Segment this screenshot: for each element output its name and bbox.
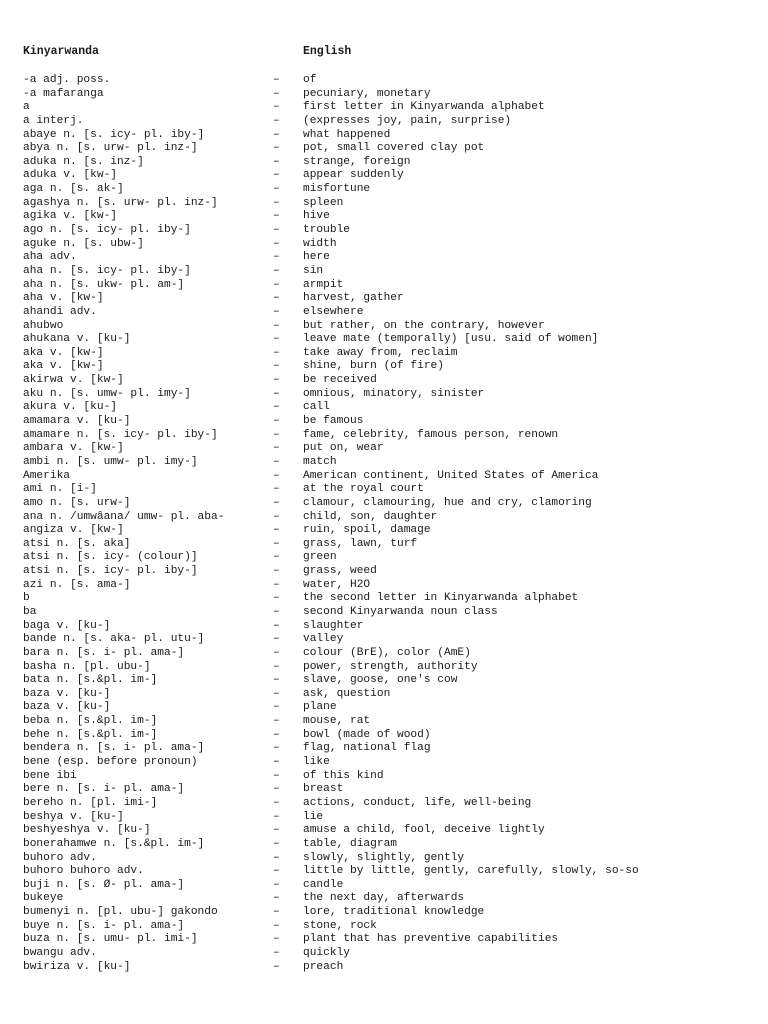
dictionary-entry (0, 415, 768, 429)
entry-term: buji n. [s. Ø- pl. ama-] (23, 878, 185, 891)
dictionary-entry (0, 115, 768, 129)
entry-term: amamara v. [ku-] (23, 415, 131, 428)
entry-term: amamare n. [s. icy- pl. iby-] (23, 428, 218, 441)
entry-separator: – (273, 510, 280, 523)
entry-separator: – (273, 469, 280, 482)
entry-definition: quickly (303, 947, 350, 959)
entry-term: ambara v. [kw-] (23, 442, 124, 455)
dictionary-entry (0, 852, 768, 866)
entry-term: beba n. [s.&pl. im-] (23, 715, 158, 728)
entry-separator: – (273, 878, 280, 891)
entry-term: bande n. [s. aka- pl. utu-] (23, 633, 205, 646)
dictionary-entry (0, 497, 768, 511)
entry-term: bonerahamwe n. [s.&pl. im-] (23, 837, 205, 850)
entry-term: a interj. (23, 114, 84, 127)
dictionary-entry (0, 374, 768, 388)
entry-definition: at the royal court (303, 483, 424, 496)
dictionary-entry (0, 892, 768, 906)
entry-separator: – (273, 305, 280, 318)
entry-term: buhoro adv. (23, 851, 97, 864)
entry-separator: – (273, 810, 280, 823)
dictionary-entry (0, 292, 768, 306)
entry-definition: call (303, 401, 330, 414)
entry-term: azi n. [s. ama-] (23, 578, 131, 591)
entry-term: abya n. [s. urw- pl. inz-] (23, 142, 198, 155)
entry-definition: appear suddenly (303, 169, 404, 182)
entry-definition: amuse a child, fool, deceive lightly (303, 824, 545, 837)
entry-separator: – (273, 442, 280, 455)
entry-term: baga v. [ku-] (23, 619, 111, 632)
entry-separator: – (273, 783, 280, 796)
kinyarwanda-column-header: Kinyarwanda (23, 45, 99, 58)
dictionary-entry (0, 633, 768, 647)
entry-separator: – (273, 933, 280, 946)
entry-definition: pecuniary, monetary (303, 87, 431, 100)
entry-term: ahubwo (23, 319, 64, 332)
dictionary-entry (0, 565, 768, 579)
entry-separator: – (273, 142, 280, 155)
dictionary-entry (0, 429, 768, 443)
dictionary-entry (0, 797, 768, 811)
dictionary-entry (0, 592, 768, 606)
entry-term: bereho n. [pl. imi-] (23, 796, 158, 809)
dictionary-entry (0, 538, 768, 552)
entry-separator: – (273, 756, 280, 769)
entry-definition: slaughter (303, 619, 364, 632)
entry-definition: breast (303, 783, 344, 796)
dictionary-entry (0, 333, 768, 347)
dictionary-entry (0, 770, 768, 784)
entry-separator: – (273, 387, 280, 400)
dictionary-entry (0, 838, 768, 852)
entry-definition: slowly, slightly, gently (303, 851, 465, 864)
dictionary-entry (0, 197, 768, 211)
entry-separator: – (273, 169, 280, 182)
entry-term: ahukana v. [ku-] (23, 333, 131, 346)
entry-definition: preach (303, 960, 344, 973)
entry-term: bata n. [s.&pl. im-] (23, 674, 158, 687)
entry-separator: – (273, 292, 280, 305)
entry-separator: – (273, 906, 280, 919)
dictionary-entry (0, 579, 768, 593)
entry-definition: plane (303, 701, 337, 714)
entry-term: aha n. [s. ukw- pl. am-] (23, 278, 185, 291)
entry-definition: pot, small covered clay pot (303, 142, 485, 155)
entry-separator: – (273, 919, 280, 932)
entry-term: bara n. [s. i- pl. ama-] (23, 646, 185, 659)
dictionary-entry (0, 251, 768, 265)
entry-definition: plant that has preventive capabilities (303, 933, 559, 946)
entry-separator: – (273, 674, 280, 687)
entry-definition: fame, celebrity, famous person, renown (303, 428, 559, 441)
entry-definition: of this kind (303, 769, 384, 782)
entry-definition: green (303, 551, 337, 564)
entry-term: beshya v. [ku-] (23, 810, 124, 823)
entry-term: bene ibi (23, 769, 77, 782)
entry-definition: child, son, daughter (303, 510, 438, 523)
entry-separator: – (273, 592, 280, 605)
dictionary-entry-list (0, 74, 768, 974)
entry-separator: – (273, 578, 280, 591)
entry-definition: bowl (made of wood) (303, 728, 431, 741)
entry-term: bwiriza v. [ku-] (23, 960, 131, 973)
entry-definition: ask, question (303, 687, 391, 700)
entry-separator: – (273, 251, 280, 264)
entry-term: ambi n. [s. umw- pl. imy-] (23, 455, 198, 468)
entry-term: ami n. [i-] (23, 483, 97, 496)
entry-separator: – (273, 128, 280, 141)
dictionary-entry (0, 920, 768, 934)
dictionary-entry (0, 442, 768, 456)
entry-definition: put on, wear (303, 442, 384, 455)
entry-term: ahandi adv. (23, 305, 97, 318)
entry-separator: – (273, 455, 280, 468)
dictionary-entry (0, 551, 768, 565)
entry-separator: – (273, 183, 280, 196)
entry-term: aga n. [s. ak-] (23, 183, 124, 196)
entry-definition: strange, foreign (303, 155, 411, 168)
dictionary-entry (0, 265, 768, 279)
entry-term: baza v. [ku-] (23, 701, 111, 714)
entry-separator: – (273, 524, 280, 537)
dictionary-entry (0, 360, 768, 374)
entry-separator: – (273, 74, 280, 86)
dictionary-entry (0, 524, 768, 538)
dictionary-entry (0, 456, 768, 470)
entry-definition: leave mate (temporally) [usu. said of women] (303, 333, 599, 346)
entry-term: agashya n. [s. urw- pl. inz-] (23, 196, 218, 209)
entry-separator: – (273, 633, 280, 646)
entry-term: -a adj. poss. (23, 74, 111, 86)
entry-definition: table, diagram (303, 837, 397, 850)
dictionary-entry (0, 674, 768, 688)
entry-definition: grass, weed (303, 565, 377, 578)
entry-term: bukeye (23, 892, 64, 905)
entry-separator: – (273, 742, 280, 755)
entry-separator: – (273, 319, 280, 332)
entry-term: bere n. [s. i- pl. ama-] (23, 783, 185, 796)
dictionary-entry (0, 715, 768, 729)
entry-term: bwangu adv. (23, 947, 97, 959)
entry-definition: shine, burn (of fire) (303, 360, 444, 373)
dictionary-entry (0, 306, 768, 320)
entry-term: atsi n. [s. icy- pl. iby-] (23, 565, 198, 578)
entry-term: -a mafaranga (23, 87, 104, 100)
entry-separator: – (273, 360, 280, 373)
entry-definition: ruin, spoil, damage (303, 524, 431, 537)
entry-separator: – (273, 851, 280, 864)
entry-definition: be famous (303, 415, 364, 428)
entry-term: akirwa v. [kw-] (23, 374, 124, 387)
entry-term: buye n. [s. i- pl. ama-] (23, 919, 185, 932)
entry-term: buza n. [s. umu- pl. imi-] (23, 933, 198, 946)
entry-separator: – (273, 715, 280, 728)
entry-term: aha adv. (23, 251, 77, 264)
entry-term: agika v. [kw-] (23, 210, 117, 223)
entry-definition: harvest, gather (303, 292, 404, 305)
entry-separator: – (273, 865, 280, 878)
entry-term: a (23, 101, 30, 114)
entry-definition: flag, national flag (303, 742, 431, 755)
entry-term: ago n. [s. icy- pl. iby-] (23, 224, 191, 237)
entry-term: b (23, 592, 30, 605)
entry-term: aka v. [kw-] (23, 360, 104, 373)
entry-definition: little by little, gently, carefully, slowly, so-so (303, 865, 639, 878)
dictionary-entry (0, 742, 768, 756)
dictionary-entry (0, 824, 768, 838)
entry-definition: be received (303, 374, 377, 387)
entry-separator: – (273, 87, 280, 100)
entry-separator: – (273, 701, 280, 714)
entry-separator: – (273, 605, 280, 618)
dictionary-entry (0, 388, 768, 402)
entry-definition: like (303, 756, 330, 769)
entry-term: abaye n. [s. icy- pl. iby-] (23, 128, 205, 141)
dictionary-entry (0, 129, 768, 143)
entry-separator: – (273, 346, 280, 359)
dictionary-entry (0, 947, 768, 961)
entry-term: akura v. [ku-] (23, 401, 117, 414)
entry-separator: – (273, 210, 280, 223)
dictionary-entry (0, 101, 768, 115)
entry-term: behe n. [s.&pl. im-] (23, 728, 158, 741)
entry-definition: slave, goose, one's cow (303, 674, 458, 687)
entry-definition: of (303, 74, 317, 86)
entry-definition: candle (303, 878, 344, 891)
entry-definition: omnious, minatory, sinister (303, 387, 485, 400)
dictionary-entry (0, 701, 768, 715)
entry-separator: – (273, 960, 280, 973)
entry-term: angiza v. [kw-] (23, 524, 124, 537)
dictionary-entry (0, 483, 768, 497)
entry-definition: the next day, afterwards (303, 892, 465, 905)
entry-separator: – (273, 483, 280, 496)
entry-definition: armpit (303, 278, 344, 291)
entry-definition: spleen (303, 196, 344, 209)
entry-separator: – (273, 224, 280, 237)
entry-definition: sin (303, 264, 324, 277)
entry-term: aduka v. [kw-] (23, 169, 117, 182)
entry-term: bendera n. [s. i- pl. ama-] (23, 742, 205, 755)
entry-separator: – (273, 824, 280, 837)
entry-separator: – (273, 687, 280, 700)
entry-definition: clamour, clamouring, hue and cry, clamoring (303, 496, 592, 509)
entry-definition: trouble (303, 224, 350, 237)
entry-separator: – (273, 892, 280, 905)
entry-definition: power, strength, authority (303, 660, 478, 673)
entry-definition: mouse, rat (303, 715, 371, 728)
entry-term: aka v. [kw-] (23, 346, 104, 359)
entry-separator: – (273, 728, 280, 741)
entry-definition: second Kinyarwanda noun class (303, 605, 498, 618)
entry-separator: – (273, 619, 280, 632)
entry-definition: valley (303, 633, 344, 646)
entry-term: atsi n. [s. aka] (23, 537, 131, 550)
entry-separator: – (273, 551, 280, 564)
english-column-header: English (303, 45, 352, 58)
entry-separator: – (273, 237, 280, 250)
entry-definition: lore, traditional knowledge (303, 906, 485, 919)
entry-separator: – (273, 114, 280, 127)
dictionary-entry (0, 783, 768, 797)
entry-term: atsi n. [s. icy- (colour)] (23, 551, 198, 564)
dictionary-entry (0, 811, 768, 825)
entry-separator: – (273, 565, 280, 578)
entry-definition: actions, conduct, life, well-being (303, 796, 532, 809)
entry-definition: what happened (303, 128, 391, 141)
entry-term: ba (23, 605, 37, 618)
entry-separator: – (273, 333, 280, 346)
dictionary-entry (0, 156, 768, 170)
dictionary-entry (0, 224, 768, 238)
dictionary-entry (0, 661, 768, 675)
entry-definition: water, H2O (303, 578, 371, 591)
entry-definition: first letter in Kinyarwanda alphabet (303, 101, 545, 114)
dictionary-entry (0, 511, 768, 525)
dictionary-entry (0, 933, 768, 947)
entry-definition: (expresses joy, pain, surprise) (303, 114, 512, 127)
entry-definition: hive (303, 210, 330, 223)
entry-term: amo n. [s. urw-] (23, 496, 131, 509)
dictionary-entry (0, 401, 768, 415)
dictionary-entry (0, 320, 768, 334)
dictionary-entry (0, 906, 768, 920)
dictionary-entry (0, 879, 768, 893)
entry-separator: – (273, 401, 280, 414)
entry-definition: the second letter in Kinyarwanda alphabet (303, 592, 579, 605)
entry-term: bene (esp. before pronoun) (23, 756, 198, 769)
dictionary-entry (0, 961, 768, 975)
dictionary-entry (0, 688, 768, 702)
dictionary-entry (0, 470, 768, 484)
entry-separator: – (273, 278, 280, 291)
entry-separator: – (273, 101, 280, 114)
entry-separator: – (273, 374, 280, 387)
entry-definition: match (303, 455, 337, 468)
entry-separator: – (273, 264, 280, 277)
entry-term: ana n. /umwâana/ umw- pl. aba- (23, 510, 225, 523)
dictionary-entry (0, 142, 768, 156)
entry-separator: – (273, 428, 280, 441)
entry-separator: – (273, 660, 280, 673)
entry-separator: – (273, 646, 280, 659)
entry-term: aha v. [kw-] (23, 292, 104, 305)
entry-definition: elsewhere (303, 305, 364, 318)
dictionary-entry (0, 210, 768, 224)
entry-definition: here (303, 251, 330, 264)
entry-separator: – (273, 537, 280, 550)
dictionary-entry (0, 756, 768, 770)
entry-definition: misfortune (303, 183, 371, 196)
dictionary-entry (0, 729, 768, 743)
entry-definition: take away from, reclaim (303, 346, 458, 359)
entry-definition: grass, lawn, turf (303, 537, 418, 550)
dictionary-entry (0, 74, 768, 88)
entry-separator: – (273, 837, 280, 850)
dictionary-entry (0, 606, 768, 620)
entry-term: basha n. [pl. ubu-] (23, 660, 151, 673)
entry-separator: – (273, 947, 280, 959)
dictionary-entry (0, 88, 768, 102)
entry-definition: American continent, United States of America (303, 469, 599, 482)
entry-separator: – (273, 415, 280, 428)
dictionary-entry (0, 620, 768, 634)
dictionary-entry (0, 169, 768, 183)
entry-separator: – (273, 796, 280, 809)
entry-term: aku n. [s. umw- pl. imy-] (23, 387, 191, 400)
entry-term: buhoro buhoro adv. (23, 865, 144, 878)
dictionary-entry (0, 347, 768, 361)
entry-term: beshyeshya v. [ku-] (23, 824, 151, 837)
entry-definition: but rather, on the contrary, however (303, 319, 545, 332)
entry-definition: width (303, 237, 337, 250)
dictionary-entry (0, 238, 768, 252)
entry-term: bumenyi n. [pl. ubu-] gakondo (23, 906, 218, 919)
entry-definition: lie (303, 810, 324, 823)
dictionary-entry (0, 183, 768, 197)
entry-term: Amerika (23, 469, 70, 482)
entry-term: aha n. [s. icy- pl. iby-] (23, 264, 191, 277)
entry-separator: – (273, 196, 280, 209)
entry-term: baza v. [ku-] (23, 687, 111, 700)
entry-term: aguke n. [s. ubw-] (23, 237, 144, 250)
dictionary-entry (0, 647, 768, 661)
entry-separator: – (273, 155, 280, 168)
column-headers (0, 45, 768, 61)
entry-separator: – (273, 496, 280, 509)
entry-definition: colour (BrE), color (AmE) (303, 646, 471, 659)
entry-definition: stone, rock (303, 919, 377, 932)
dictionary-entry (0, 279, 768, 293)
entry-term: aduka n. [s. inz-] (23, 155, 144, 168)
dictionary-entry (0, 865, 768, 879)
entry-separator: – (273, 769, 280, 782)
